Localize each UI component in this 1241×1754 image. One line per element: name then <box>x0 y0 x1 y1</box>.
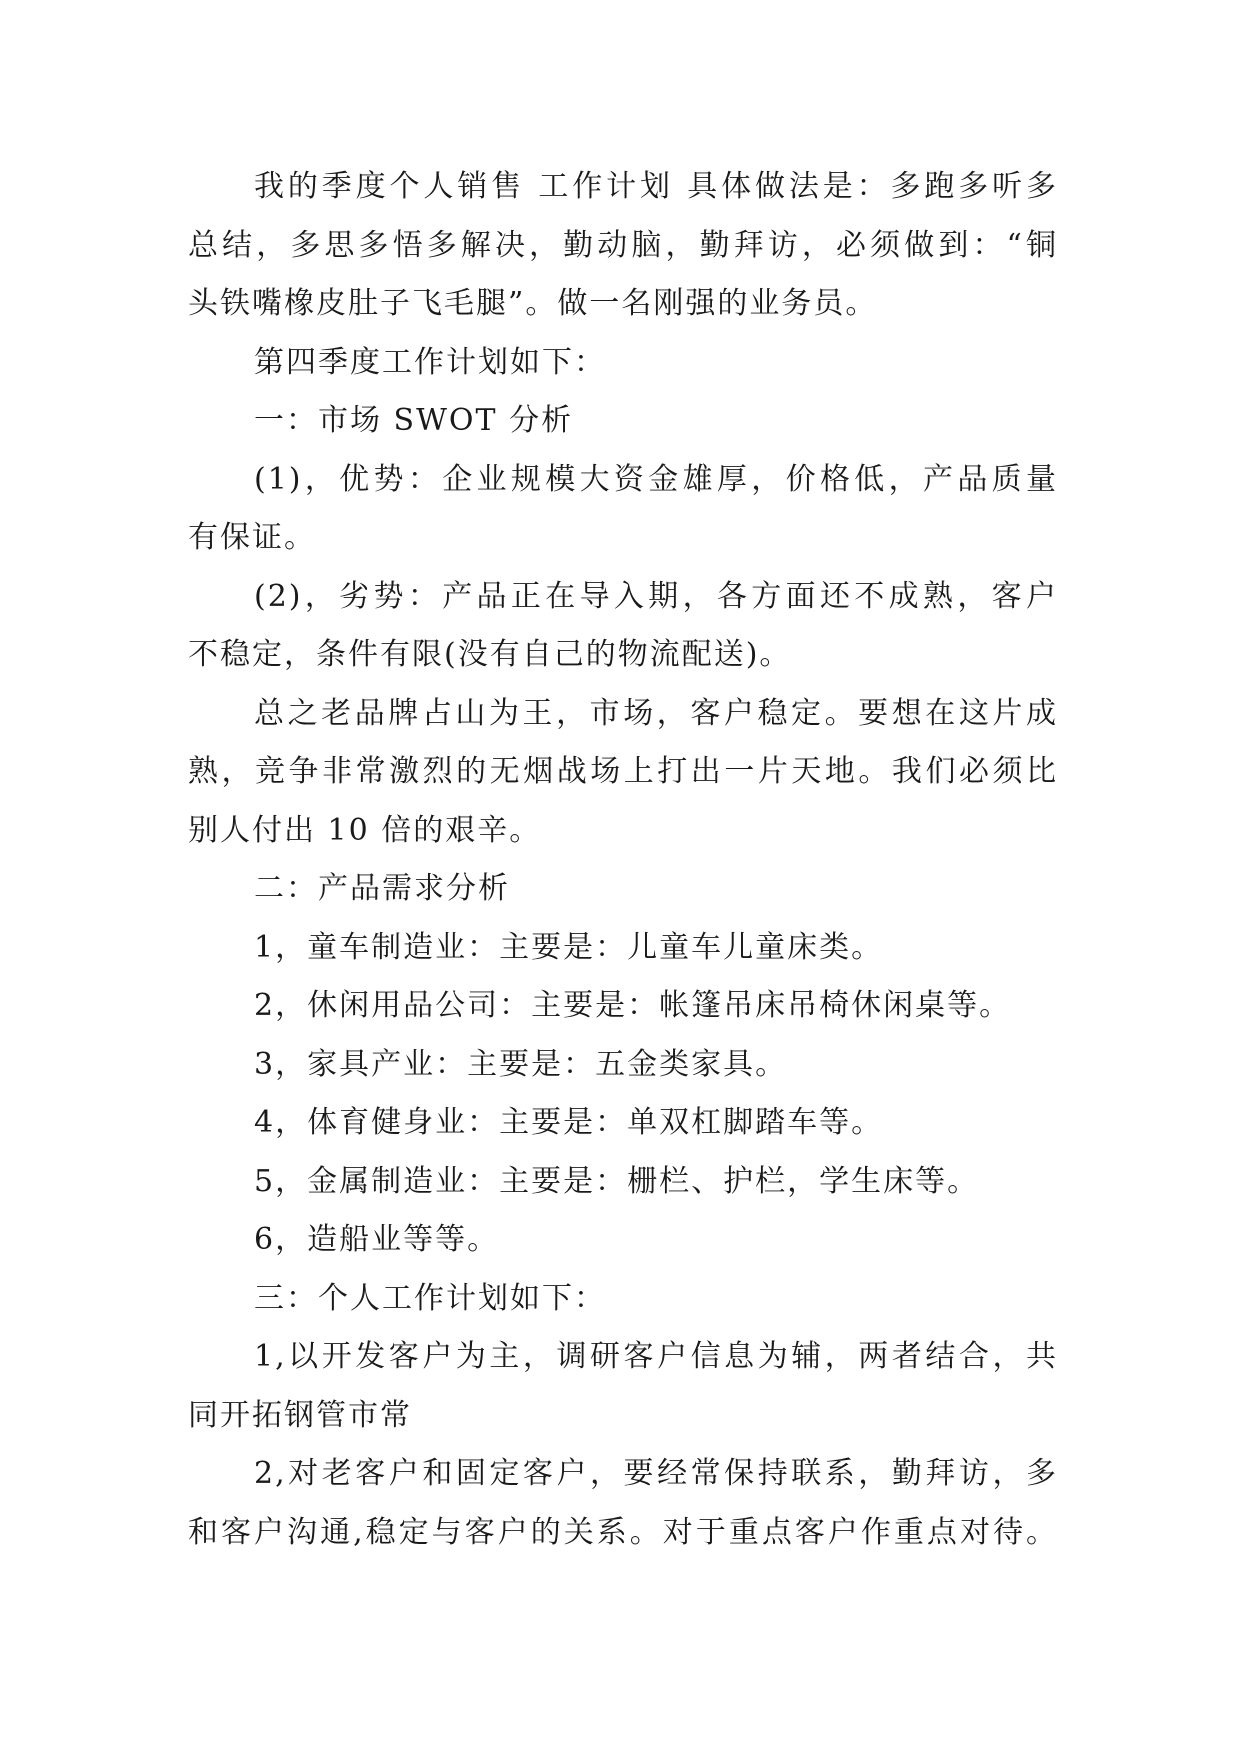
text-line: 一：市场 SWOT 分析 <box>254 403 574 438</box>
text-line: 6，造船业等等。 <box>254 1222 500 1257</box>
text-line: 总之老品牌占山为王，市场，客户稳定。要想在这片成 <box>254 695 1058 731</box>
text-line: 有保证。 <box>188 520 316 555</box>
text-line: 和客户沟通,稳定与客户的关系。对于重点客户作重点对待。 <box>188 1514 1058 1550</box>
text-line: 5，金属制造业：主要是：栅栏、护栏，学生床等。 <box>254 1163 980 1199</box>
text-line: 熟，竞争非常激烈的无烟战场上打出一片天地。我们必须比 <box>188 754 1058 789</box>
text-line: 二：产品需求分析 <box>254 871 510 906</box>
text-line: 第四季度工作计划如下： <box>254 344 606 380</box>
text-line: 1，童车制造业：主要是：儿童车儿童床类。 <box>254 929 884 965</box>
text-line: 别人付出 10 倍的艰辛。 <box>188 812 542 848</box>
text-line: 总结，多思多悟多解决，勤动脑，勤拜访，必须做到：“铜 <box>188 227 1058 263</box>
text-line: 2,对老客户和固定客户，要经常保持联系，勤拜访，多 <box>254 1456 1058 1491</box>
text-line: 头铁嘴橡皮肚子飞毛腿”。做一名刚强的业务员。 <box>188 286 878 321</box>
text-line: (2)，劣势：产品正在导入期，各方面还不成熟，客户 <box>254 578 1058 614</box>
text-line: 3，家具产业：主要是：五金类家具。 <box>254 1046 788 1082</box>
document-body <box>188 158 1058 1562</box>
text-line: 4，体育健身业：主要是：单双杠脚踏车等。 <box>254 1105 884 1140</box>
text-line: 2，休闲用品公司：主要是：帐篷吊床吊椅休闲桌等。 <box>254 988 1012 1023</box>
text-line: 三：个人工作计划如下： <box>254 1280 606 1316</box>
document-text <box>188 158 1058 1562</box>
text-line: 1,以开发客户为主，调研客户信息为辅，两者结合，共 <box>254 1339 1058 1374</box>
text-line: 同开拓钢管市常 <box>188 1397 412 1433</box>
text-line: 不稳定，条件有限(没有自己的物流配送)。 <box>188 637 792 672</box>
text-line: 我的季度个人销售 工作计划 具体做法是：多跑多听多 <box>254 169 1058 204</box>
text-line: (1)，优势：企业规模大资金雄厚，价格低，产品质量 <box>254 461 1058 497</box>
